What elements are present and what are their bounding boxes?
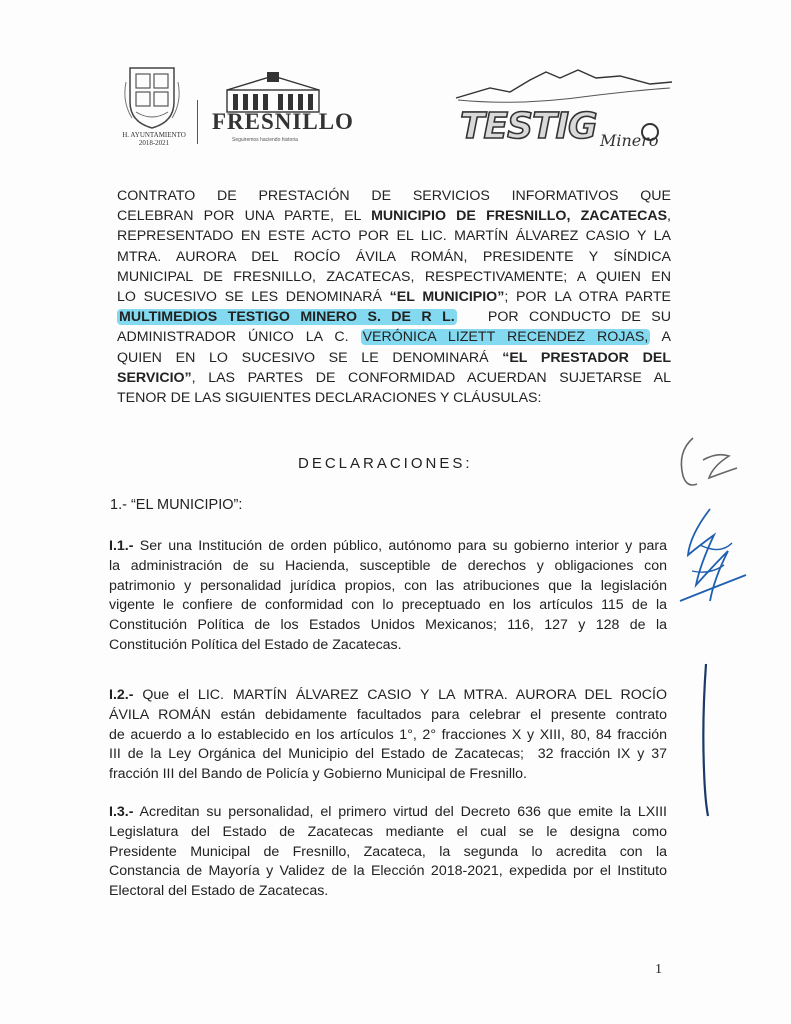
el-prestador-term: “EL PRESTADOR DEL: [502, 349, 671, 366]
intro-line: QUIEN EN LO SUCESIVO SE LE DENOMINARÁ “EL PRESTADOR DEL: [117, 349, 671, 366]
testigo-minero-logo: [450, 66, 676, 156]
page-number: 1: [655, 962, 662, 977]
fresnillo-building-logo: [223, 72, 323, 114]
header-divider: [197, 100, 198, 144]
declaration-i3: I.3.- Acreditan su personalidad, el primero virtud del Decreto 636 que emite la LXIII Legislatura del Estado de Zacatecas mediante el cual se le designa como Presidente Municipal de Fresnillo, Zacateca, la segunda lo acredita con la Constancia de Mayoría y Validez de la Elección 2018-2021, expedida por el Instituto Electoral del Estado de Zacatecas.: [109, 804, 667, 900]
handwritten-signature-vertical: [690, 660, 720, 820]
clause-label: I.2.-: [109, 687, 134, 703]
seal-caption: H. AYUNTAMIENTO 2018-2021: [122, 131, 186, 147]
intro-line: CONTRATO DE PRESTACIÓN DE SERVICIOS INFORMATIVOS QUE: [117, 188, 671, 204]
clause-label: I.3.-: [109, 804, 134, 820]
clause-label: I.1.-: [109, 538, 134, 554]
svg-text:TESTIG: TESTIG: [460, 106, 597, 147]
municipal-seal-logo: [122, 62, 182, 132]
intro-line: MULTIMEDIOS TESTIGO MINERO S. DE R L. POR CONDUCTO DE SU: [119, 309, 671, 326]
provider-company-highlight: MULTIMEDIOS TESTIGO MINERO S. DE R L.: [119, 309, 455, 326]
servicio-term: SERVICIO”: [117, 369, 192, 386]
handwritten-signature-blue: [670, 505, 750, 615]
intro-line: LO SUCESIVO SE LES DENOMINARÁ “EL MUNICIPIO”; POR LA OTRA PARTE: [117, 289, 671, 306]
svg-text:Minero: Minero: [600, 131, 659, 150]
fresnillo-tagline: Seguiremos haciendo historia: [232, 137, 298, 143]
declaration-i1: I.1.- Ser una Institución de orden público, autónomo para su gobierno interior y para la administración de su Hacienda, susceptible de derechos y obligaciones con patrimonio y personalidad jurídica propios, con las atribuciones que la legislación vigente le confiere de conformidad con lo preceptuado en los artículos 115 de la Constitución Política de los Estados Unidos Mexicanos; 116, 127 y 128 de la Constitución Política del Estado de Zacatecas.: [109, 538, 667, 653]
intro-line: REPRESENTADO EN ESTE ACTO POR EL LIC. MARTÍN ÁLVAREZ CASIO Y LA: [117, 228, 671, 245]
intro-line: MUNICIPAL DE FRESNILLO, ZACATECAS, RESPECTIVAMENTE; A QUIEN EN: [117, 268, 671, 285]
declaraciones-heading: DECLARACIONES:: [298, 455, 473, 472]
administrator-name-highlight: VERÓNICA LIZETT RECENDEZ ROJAS,: [362, 329, 649, 346]
contract-intro-paragraph: [117, 186, 671, 408]
intro-line: SERVICIO”, LAS PARTES DE CONFORMIDAD ACUERDAN SUJETARSE AL: [117, 369, 671, 386]
intro-line: TENOR DE LAS SIGUIENTES DECLARACIONES Y CLÁUSULAS:: [117, 390, 542, 407]
fresnillo-wordmark: FRESNILLO: [212, 109, 354, 134]
intro-line: MTRA. AURORA DEL ROCÍO ÁVILA ROMÁN, PRESIDENTE Y SÍNDICA: [117, 248, 671, 265]
intro-line: ADMINISTRADOR ÚNICO LA C. VERÓNICA LIZETT RECENDEZ ROJAS, A: [117, 329, 672, 346]
party-municipio-name: MUNICIPIO DE FRESNILLO, ZACATECAS: [371, 208, 668, 225]
intro-line: CELEBRAN POR UNA PARTE, EL MUNICIPIO DE FRESNILLO, ZACATECAS,: [117, 208, 671, 225]
el-municipio-term: “EL MUNICIPIO”: [389, 289, 505, 306]
declaration-i2: I.2.- Que el LIC. MARTÍN ÁLVAREZ CASIO Y LA MTRA. AURORA DEL ROCÍO ÁVILA ROMÁN están debidamente facultados para celebrar el presente contrato de acuerdo a lo establecido en los artículos 1°, 2° fracciones X y XIII, 80, 84 fracción III de la Ley Orgánica del Municipio del Estado de Zacatecas; 32 fracción IX y 37 fracción III del Bando de Policía y Gobierno Municipal de Fresnillo.: [109, 687, 667, 783]
section-el-municipio-heading: 1.- “EL MUNICIPIO”:: [110, 497, 243, 513]
handwritten-signature-gray: [673, 432, 743, 496]
